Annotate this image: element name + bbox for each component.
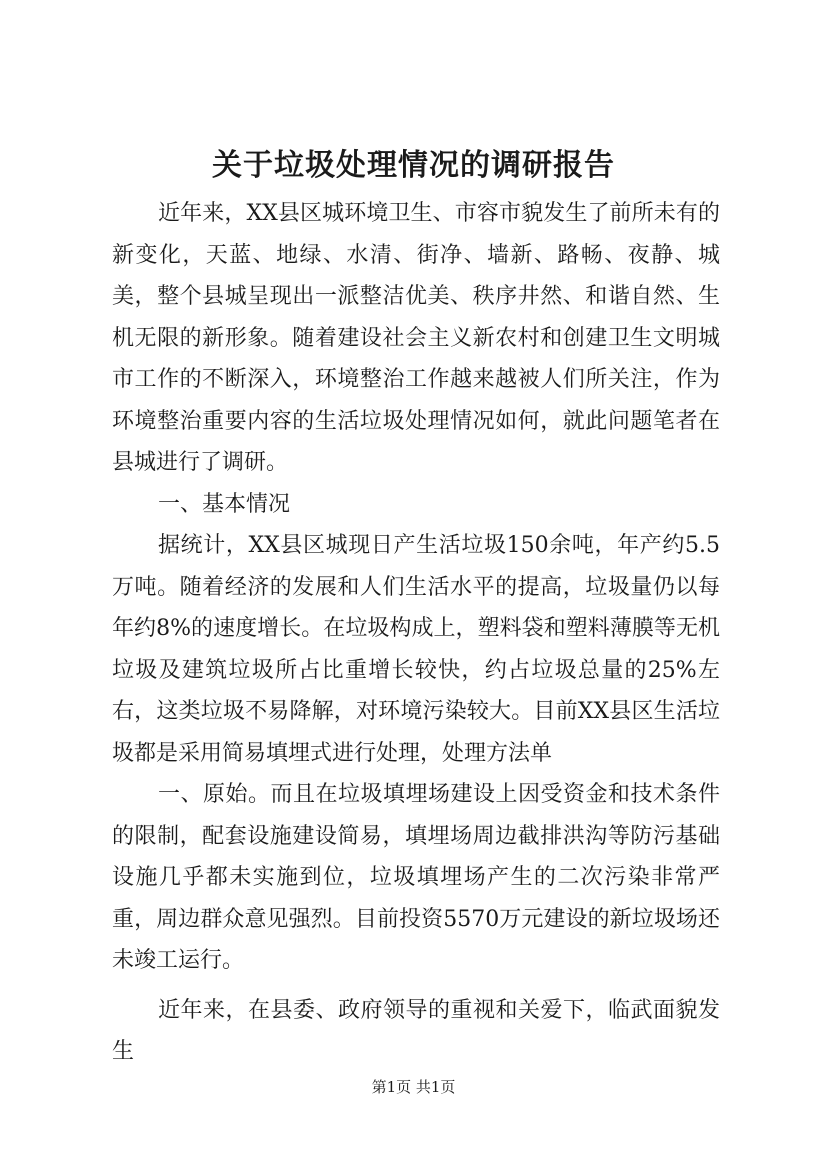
paragraph-recent: 近年来，在县委、政府领导的重视和关爱下，临武面貌发生 — [112, 997, 720, 1064]
document-title: 关于垃圾处理情况的调研报告 — [212, 148, 615, 183]
paragraph-landfill: 一、原始。而且在垃圾填埋场建设上因受资金和技术条件的限制，配套设施建设简易，填埋场周边截排洪沟等防污基础设施几乎都未实施到位，垃圾填埋场产生的二次污染非常严重，周边群众意见强烈。目前投资5570万元建设的新垃圾场还未竣工运行。 — [112, 782, 720, 973]
page-footer: 第1页 共1页 — [371, 1078, 456, 1096]
section-heading-basic: 一、基本情况 — [158, 491, 291, 517]
paragraph-statistics: 据统计，XX县区城现日产生活垃圾150余吨，年产约5.5万吨。随着经济的发展和人们生活水平的提高，垃圾量仍以每年约8%的速度增长。在垃圾构成上，塑料袋和塑料薄膜等无机垃圾及建筑垃圾所占比重增长较快，约占垃圾总量的25%左右，这类垃圾不易降解，对环境污染较大。目前XX县区生活垃圾都是采用简易填埋式进行处理，处理方法单 — [112, 533, 720, 766]
document-body — [112, 193, 720, 1073]
paragraph-intro: 近年来，XX县区城环境卫生、市容市貌发生了前所未有的新变化，天蓝、地绿、水清、街净、墙新、路畅、夜静、城美，整个县城呈现出一派整洁优美、秩序井然、和谐自然、生机无限的新形象。随着建设社会主义新农村和创建卫生文明城市工作的不断深入，环境整治工作越来越被人们所关注，作为环境整治重要内容的生活垃圾处理情况如何，就此问题笔者在县城进行了调研。 — [112, 201, 720, 475]
